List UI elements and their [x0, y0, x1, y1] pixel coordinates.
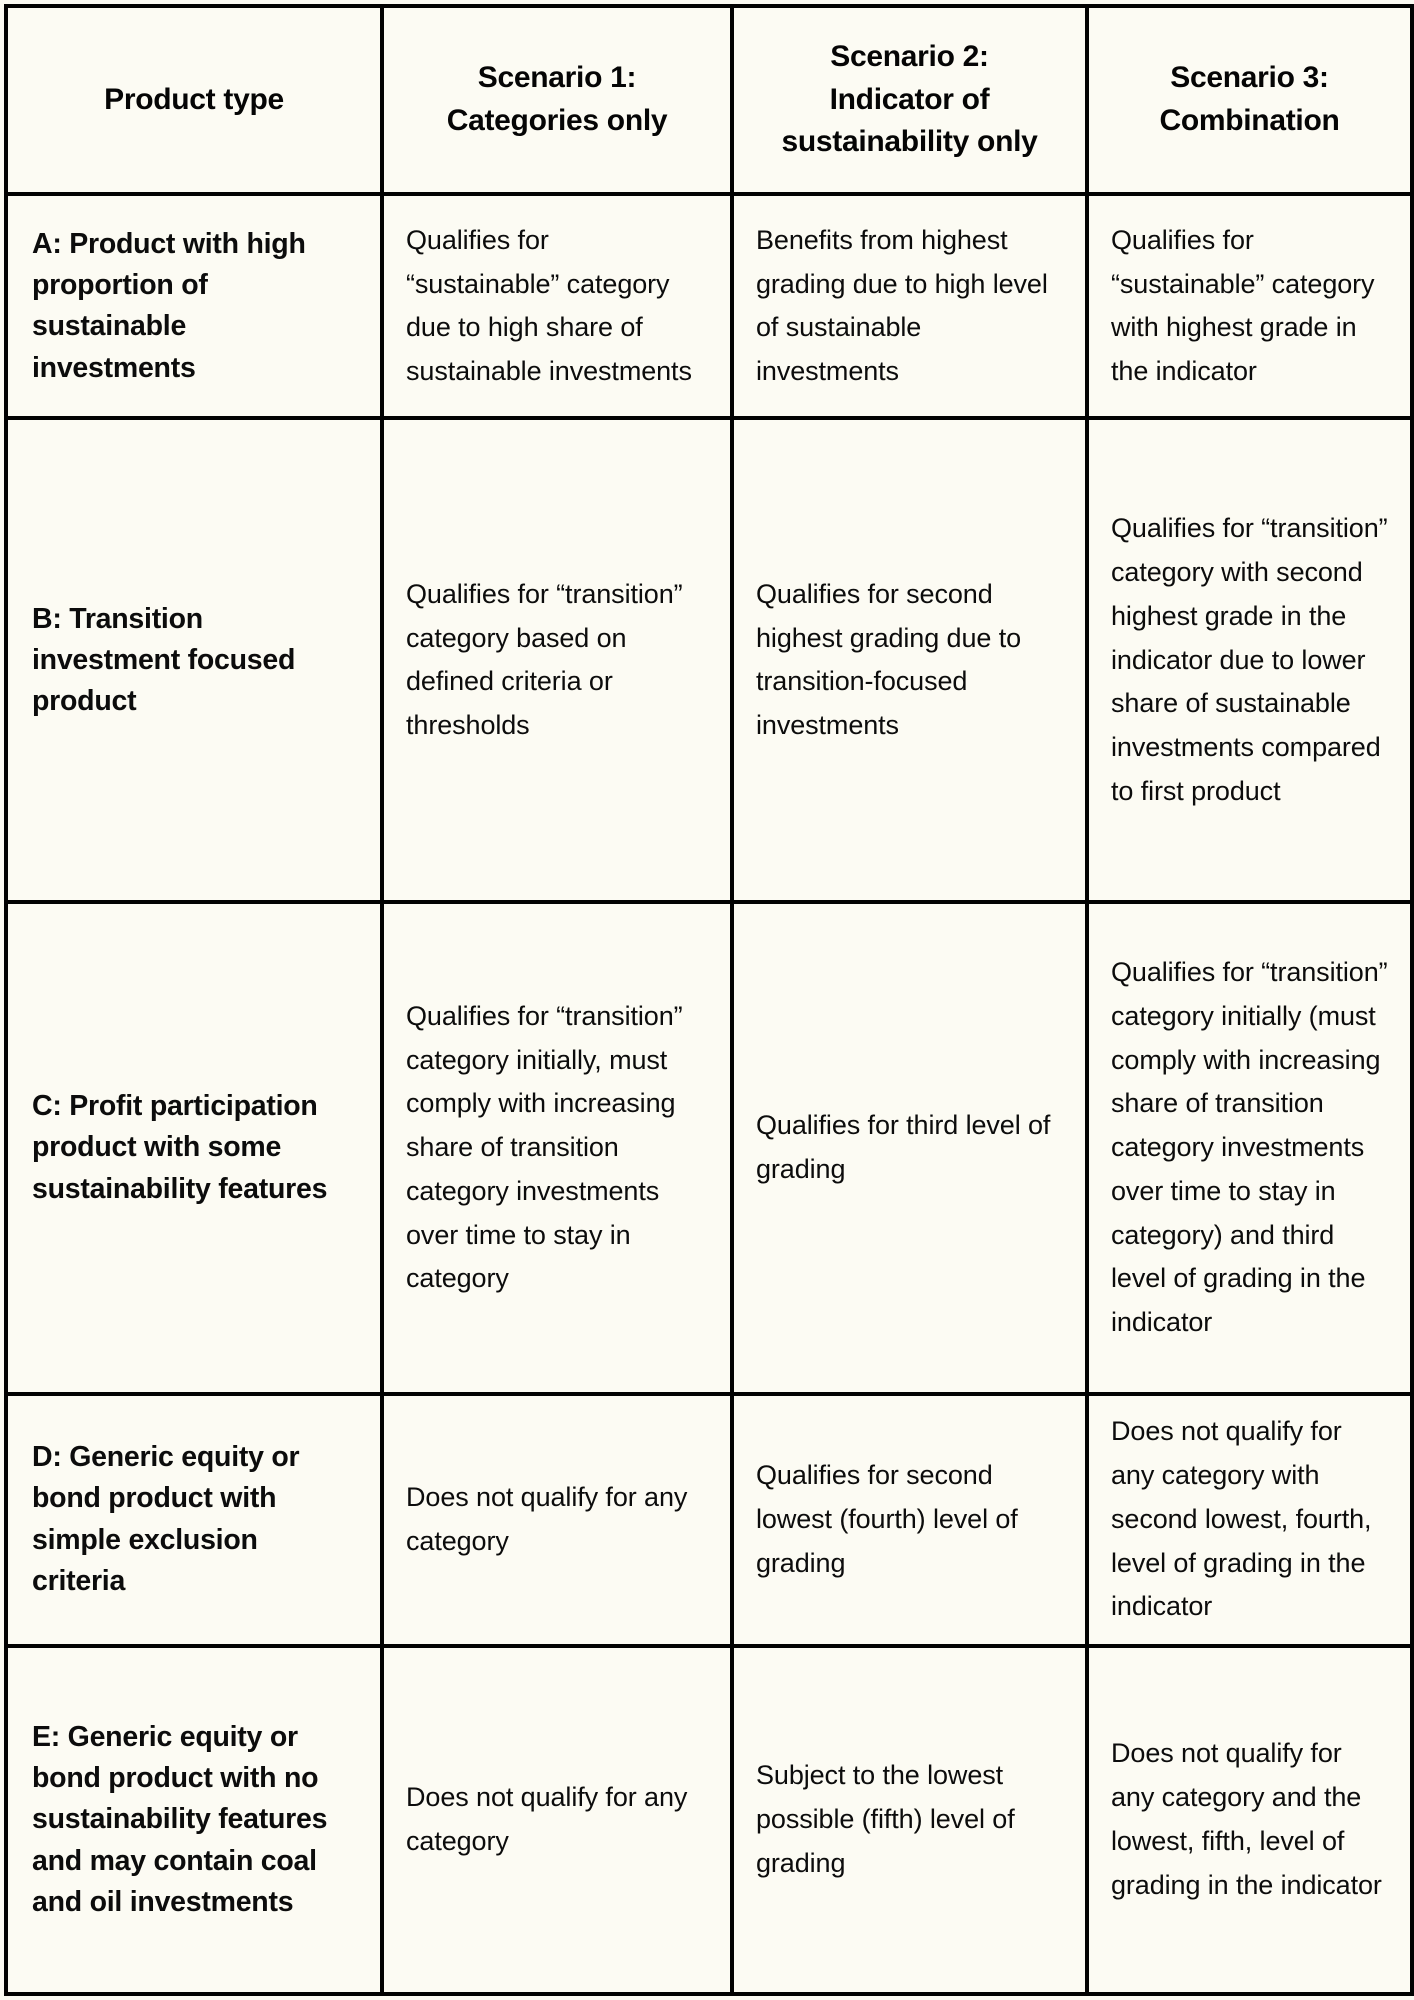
cell-e-scenario-1: Does not qualify for any category: [382, 1646, 732, 1994]
table-row: [6, 418, 1412, 902]
header-row: [6, 6, 1412, 194]
cell-d-scenario-1: Does not qualify for any category: [382, 1394, 732, 1646]
column-header-product-type: [6, 6, 382, 194]
column-header-scenario-2: [732, 6, 1087, 194]
row-header-product-a: A: Product with high proportion of sustainable investments: [6, 194, 382, 418]
column-header-scenario-1: [382, 6, 732, 194]
cell-c-scenario-3: Qualifies for “transition” category initially (must comply with increasing share of transition category investments over time to stay in category) and third level of grading in the indicator: [1087, 902, 1412, 1393]
cell-e-scenario-2: Subject to the lowest possible (fifth) level of grading: [732, 1646, 1087, 1994]
cell-d-scenario-2: Qualifies for second lowest (fourth) level of grading: [732, 1394, 1087, 1646]
column-header-scenario-1-line-2: Categories only: [446, 104, 668, 137]
table-row: [6, 1646, 1412, 1994]
column-header-scenario-2-line-3: sustainability only: [781, 125, 1038, 159]
column-header-scenario-3-line-2: Combination: [1159, 104, 1340, 137]
row-header-product-d: D: Generic equity or bond product with simple exclusion criteria: [6, 1394, 382, 1646]
table-row: [6, 1394, 1412, 1646]
column-header-scenario-3-line-1: Scenario 3:: [1170, 61, 1329, 95]
cell-b-scenario-2: Qualifies for second highest grading due to transition-focused investments: [732, 418, 1087, 902]
row-header-product-c: C: Profit participation product with some sustainability features: [6, 902, 382, 1393]
product-scenario-table: [4, 4, 1414, 1996]
cell-a-scenario-3: Qualifies for “sustainable” category with highest grade in the indicator: [1087, 194, 1412, 418]
cell-c-scenario-1: Qualifies for “transition” category initially, must comply with increasing share of transition category investments over time to stay in category: [382, 902, 732, 1393]
cell-d-scenario-3: Does not qualify for any category with second lowest, fourth, level of grading in the indicator: [1087, 1394, 1412, 1646]
column-header-scenario-2-line-2: Indicator of: [829, 82, 990, 116]
row-header-product-e: E: Generic equity or bond product with no sustainability features and may contain coal and oil investments: [6, 1646, 382, 1994]
table-header: [6, 6, 1412, 194]
column-header-scenario-2-line-1: Scenario 2:: [830, 40, 989, 74]
row-header-product-b: B: Transition investment focused product: [6, 418, 382, 902]
table-row: [6, 194, 1412, 418]
cell-a-scenario-1: Qualifies for “sustainable” category due to high share of sustainable investments: [382, 194, 732, 418]
table-body: [6, 194, 1412, 1994]
cell-a-scenario-2: Benefits from highest grading due to high level of sustainable investments: [732, 194, 1087, 418]
column-header-scenario-3: [1087, 6, 1412, 194]
cell-c-scenario-2: Qualifies for third level of grading: [732, 902, 1087, 1393]
cell-e-scenario-3: Does not qualify for any category and the lowest, fifth, level of grading in the indicator: [1087, 1646, 1412, 1994]
table-row: [6, 902, 1412, 1393]
column-header-scenario-1-line-1: Scenario 1:: [477, 61, 637, 95]
cell-b-scenario-1: Qualifies for “transition” category based on defined criteria or thresholds: [382, 418, 732, 902]
cell-b-scenario-3: Qualifies for “transition” category with second highest grade in the indicator due to lower share of sustainable investments compared to first product: [1087, 418, 1412, 902]
column-header-product-type-line-1: Product type: [104, 82, 284, 116]
